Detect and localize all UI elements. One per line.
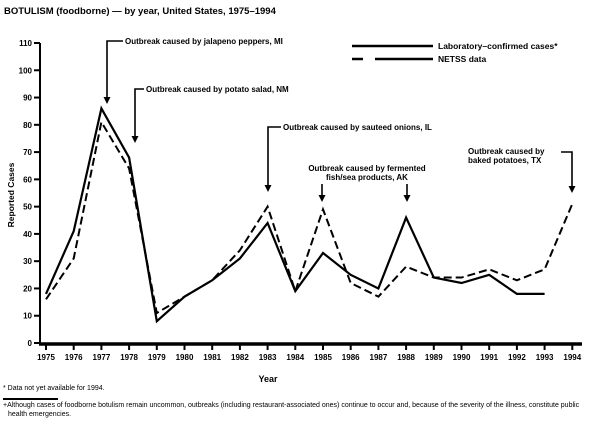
arrowhead-icon — [104, 97, 111, 104]
footnote-public-health: +Although cases of foodborne botulism remain uncommon, outbreaks (including restaurant-associated ones) continue to occur and, because of the severity of the illness, constitute public health emergencies. — [3, 402, 580, 418]
footnote-divider — [3, 398, 58, 400]
tick-label: 50 — [23, 202, 32, 212]
tick-label: 1985 — [314, 353, 332, 362]
tick-label: 1979 — [147, 353, 166, 362]
tick-label: 20 — [23, 284, 32, 294]
tick-label: 0 — [27, 339, 32, 348]
tick-label: 80 — [23, 120, 32, 130]
tick-label: 60 — [23, 175, 32, 185]
tick-label: 1988 — [397, 353, 415, 362]
tick-label: 1982 — [231, 353, 249, 362]
tick-label: 1993 — [535, 353, 554, 362]
y-axis-title: Reported Cases — [6, 162, 16, 228]
tick-label: 1986 — [341, 353, 360, 362]
tick-label: 1976 — [64, 353, 83, 362]
tick-label: 1994 — [563, 353, 582, 362]
tick-label: 110 — [19, 39, 32, 48]
annotation-fermented-fish — [288, 164, 446, 182]
tick-label: 10 — [23, 311, 32, 321]
annotation-line: baked potatoes, TX — [468, 156, 542, 165]
tick-label: 1989 — [424, 353, 443, 362]
tick-label: 1981 — [203, 353, 222, 362]
tick-label: 1977 — [92, 353, 111, 362]
tick-label: 1990 — [452, 353, 471, 362]
axes — [39, 43, 582, 345]
tick-label: 30 — [23, 257, 32, 267]
legend-item-netss: NETSS data — [438, 54, 487, 64]
annotation-potato-salad: Outbreak caused by potato salad, NM — [146, 85, 289, 94]
arrowhead-icon — [404, 195, 411, 202]
tick-label: 1980 — [175, 353, 194, 362]
tick-label: 100 — [18, 66, 32, 76]
arrowhead-icon — [569, 186, 576, 193]
tick-label: 1984 — [286, 353, 305, 362]
annotation-line: Outbreak caused by fermented — [308, 164, 426, 173]
legend-item-lab-confirmed: Laboratory–confirmed cases* — [438, 41, 558, 51]
footnote-data-availability: * Data not yet available for 1994. — [3, 385, 105, 392]
tick-label: 1991 — [480, 353, 499, 362]
annotation-line: fish/sea products, AK — [326, 173, 408, 182]
arrowhead-icon — [132, 136, 139, 143]
legend-samples — [352, 46, 433, 59]
tick-label: 40 — [23, 229, 32, 239]
arrowhead-icon — [265, 185, 272, 192]
tick-label: 1992 — [508, 353, 526, 362]
arrowhead-icon — [319, 195, 326, 202]
tick-label: 1987 — [369, 353, 388, 362]
tick-label: 90 — [23, 93, 32, 103]
chart-title: BOTULISM (foodborne) — by year, United States, 1975–1994 — [4, 6, 276, 17]
annotation-line: Outbreak caused by — [468, 147, 545, 156]
x-axis — [37, 344, 582, 362]
annotation-sauteed-onions: Outbreak caused by sauteed onions, IL — [283, 123, 432, 132]
tick-label: 1978 — [120, 353, 138, 362]
x-axis-title: Year — [258, 374, 278, 384]
annotation-jalapeno-peppers: Outbreak caused by jalapeno peppers, MI — [125, 37, 283, 46]
y-axis — [19, 39, 40, 348]
annotation-baked-potatoes — [468, 147, 544, 165]
tick-label: 1983 — [258, 353, 277, 362]
tick-label: 70 — [23, 148, 32, 158]
tick-label: 1975 — [37, 353, 55, 362]
